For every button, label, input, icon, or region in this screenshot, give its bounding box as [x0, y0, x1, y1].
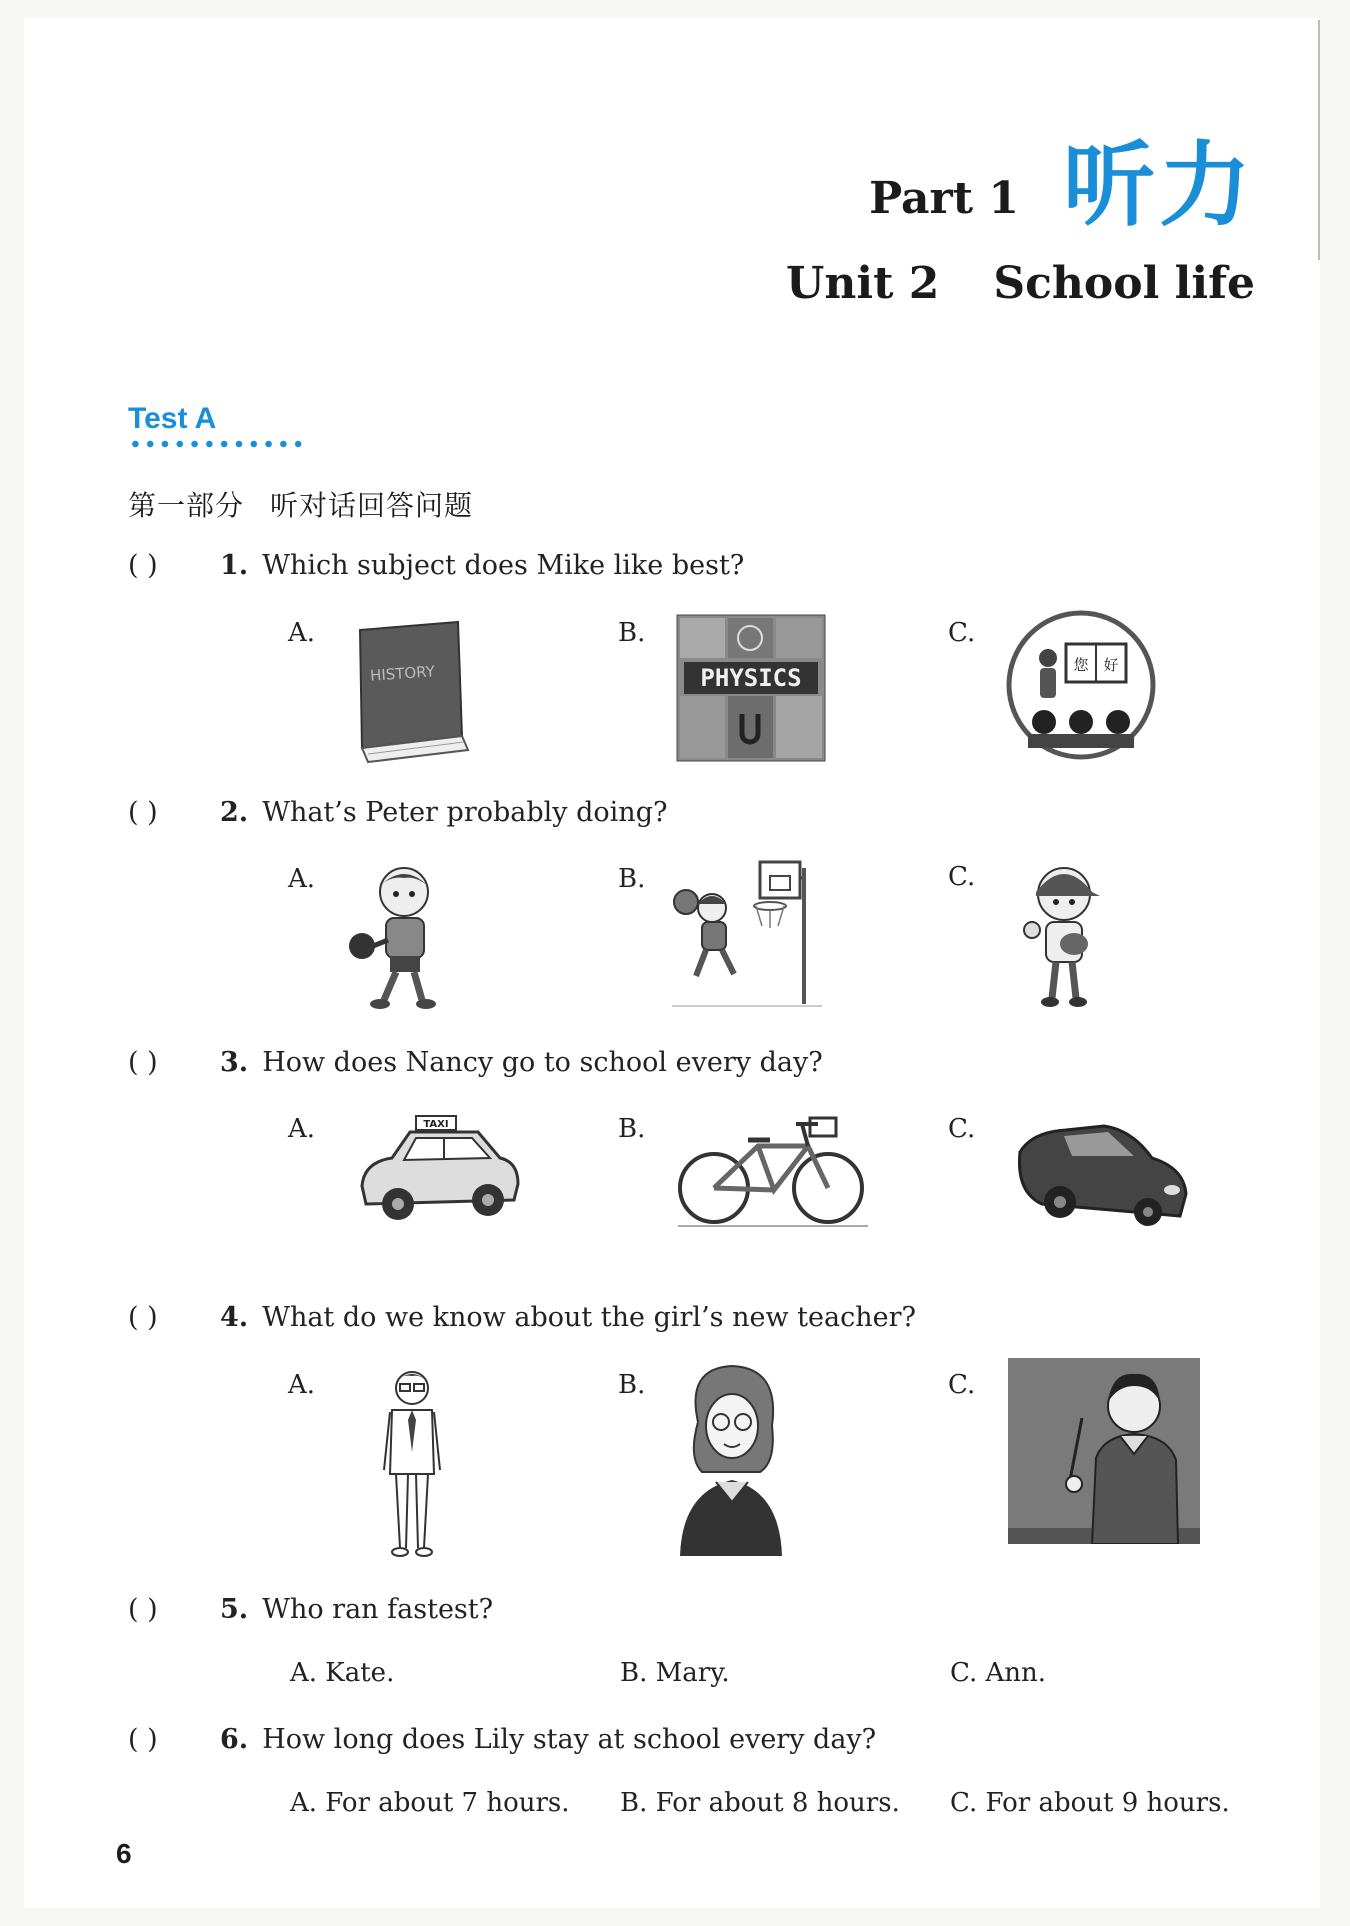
board-char-1: 您: [1073, 656, 1089, 674]
taxi-sign-text: TAXI: [423, 1119, 449, 1130]
question-text: Who ran fastest?: [262, 1594, 494, 1625]
option-a-label: A.: [288, 618, 316, 648]
taxi-image[interactable]: [352, 1114, 524, 1226]
answer-blank[interactable]: ( ): [128, 1594, 158, 1625]
history-book-image[interactable]: [350, 618, 475, 766]
unit-title: School life: [993, 258, 1255, 309]
answer-blank[interactable]: ( ): [128, 1724, 158, 1755]
option-a-label: A.: [288, 1114, 316, 1144]
option-b-label: B.: [618, 618, 646, 648]
question-number: 6.: [220, 1724, 249, 1755]
question-5: [128, 1594, 493, 1625]
dotted-underline: [128, 440, 306, 448]
page-number: 6: [116, 1838, 132, 1869]
option-b-label: B.: [618, 1114, 646, 1144]
test-label: Test A: [128, 402, 217, 435]
question-text: What do we know about the girl’s new teacher?: [262, 1302, 916, 1333]
physics-poster-image[interactable]: [676, 614, 826, 762]
unit-label: Unit 2: [786, 258, 940, 309]
question-number: 5.: [220, 1594, 249, 1625]
option-c[interactable]: C. Ann.: [950, 1658, 1047, 1688]
option-c-label: C.: [948, 1370, 976, 1400]
option-a[interactable]: A. Kate.: [290, 1658, 395, 1688]
book-title-text: HISTORY: [369, 662, 436, 685]
answer-blank[interactable]: ( ): [128, 550, 158, 581]
bicycle-image[interactable]: [678, 1106, 868, 1230]
question-text: How long does Lily stay at school every day?: [262, 1724, 877, 1755]
question-1: [128, 550, 744, 581]
option-b-label: B.: [618, 1370, 646, 1400]
question-2: [128, 797, 667, 828]
part-heading: [869, 132, 1255, 239]
question-number: 1.: [220, 550, 249, 581]
question-text: Which subject does Mike like best?: [262, 550, 745, 581]
part-title-chinese: 听力: [1062, 132, 1255, 239]
physics-poster-title: PHYSICS: [700, 664, 802, 692]
man-teacher-pointer-image[interactable]: [1008, 1358, 1200, 1544]
question-number: 2.: [220, 797, 249, 828]
board-char-2: 好: [1103, 656, 1119, 674]
woman-teacher-image[interactable]: [676, 1362, 786, 1558]
section-label: 第一部分: [128, 489, 245, 522]
answer-blank[interactable]: ( ): [128, 1302, 158, 1333]
table-tennis-boy-image[interactable]: [346, 862, 456, 1010]
unit-heading: [786, 258, 1255, 309]
option-c-label: C.: [948, 618, 976, 648]
section-heading: [128, 484, 473, 524]
question-text: What’s Peter probably doing?: [262, 797, 668, 828]
page-edge-line: [1318, 20, 1320, 260]
question-number: 3.: [220, 1047, 249, 1078]
option-b[interactable]: B. Mary.: [620, 1658, 730, 1688]
option-a-label: A.: [288, 864, 316, 894]
question-6: [128, 1724, 876, 1755]
black-car-image[interactable]: [1012, 1112, 1192, 1232]
question-3: [128, 1047, 823, 1078]
option-b-label: B.: [618, 864, 646, 894]
question-4: [128, 1302, 916, 1333]
thin-man-teacher-image[interactable]: [376, 1362, 446, 1558]
question-text: How does Nancy go to school every day?: [262, 1047, 823, 1078]
answer-blank[interactable]: ( ): [128, 1047, 158, 1078]
option-a-label: A.: [288, 1370, 316, 1400]
question-number: 4.: [220, 1302, 249, 1333]
basketball-girl-image[interactable]: [672, 858, 822, 1008]
chinese-class-image[interactable]: [1006, 610, 1156, 760]
option-c-label: C.: [948, 862, 976, 892]
answer-blank[interactable]: ( ): [128, 797, 158, 828]
option-b[interactable]: B. For about 8 hours.: [620, 1788, 900, 1818]
option-c[interactable]: C. For about 9 hours.: [950, 1788, 1230, 1818]
option-c-label: C.: [948, 1114, 976, 1144]
baseball-boy-image[interactable]: [1010, 860, 1110, 1010]
option-a[interactable]: A. For about 7 hours.: [290, 1788, 570, 1818]
section-title: 听对话回答问题: [270, 489, 474, 522]
part-label: Part 1: [869, 173, 1019, 224]
